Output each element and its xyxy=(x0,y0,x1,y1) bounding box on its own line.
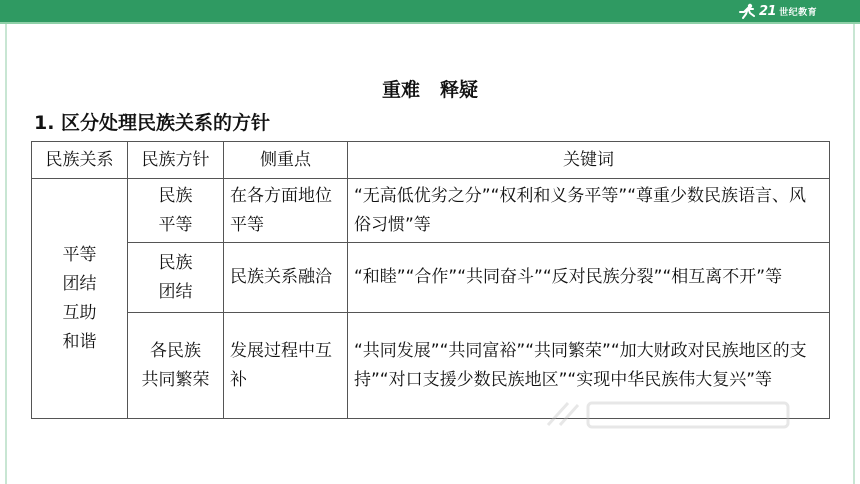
table-row xyxy=(32,243,830,313)
table-row xyxy=(32,179,830,243)
focus-cell: 发展过程中互补 xyxy=(224,313,348,419)
policy-line: 团结 xyxy=(158,281,193,302)
policy-line: 民族 xyxy=(158,185,193,206)
logo-number: 21 xyxy=(759,3,777,19)
focus-cell: 民族关系融洽 xyxy=(224,243,348,313)
policy-line: 各民族 xyxy=(150,340,201,361)
brand-logo xyxy=(738,1,817,21)
keywords-cell: “无高低优劣之分”“权利和义务平等”“尊重少数民族语言、风俗习惯”等 xyxy=(348,179,830,243)
header-accent-line xyxy=(0,22,860,24)
policy-cell xyxy=(128,179,224,243)
policy-cell xyxy=(128,243,224,313)
logo-text: 世纪教育 xyxy=(779,7,818,18)
relation-cell xyxy=(32,179,128,419)
section-heading xyxy=(0,75,860,102)
relation-word: 互助 xyxy=(62,302,97,323)
header-keywords: 关键词 xyxy=(348,142,830,179)
ethnic-policy-table xyxy=(31,141,830,419)
focus-cell: 在各方面地位平等 xyxy=(224,179,348,243)
heading-part1: 重难 xyxy=(381,79,420,101)
header-policy: 民族方针 xyxy=(128,142,224,179)
relation-word: 团结 xyxy=(62,273,97,294)
policy-cell xyxy=(128,313,224,419)
policy-line: 民族 xyxy=(158,252,193,273)
keywords-cell: “和睦”“合作”“共同奋斗”“反对民族分裂”“相互离不开”等 xyxy=(348,243,830,313)
table-header-row xyxy=(32,142,830,179)
relation-word: 和谐 xyxy=(62,331,97,352)
table-row xyxy=(32,313,830,419)
section-subheading: 1. 区分处理民族关系的方针 xyxy=(34,112,271,134)
heading-part2: 释疑 xyxy=(440,79,479,101)
keywords-cell: “共同发展”“共同富裕”“共同繁荣”“加大财政对民族地区的支持”“对口支援少数民族地区”“实现中华民族伟大复兴”等 xyxy=(348,313,830,419)
runner-icon xyxy=(738,3,756,19)
header-focus: 侧重点 xyxy=(224,142,348,179)
policy-line: 平等 xyxy=(158,214,193,235)
relation-word: 平等 xyxy=(62,244,97,265)
header-bar xyxy=(0,0,860,22)
header-relation: 民族关系 xyxy=(32,142,128,179)
policy-line: 共同繁荣 xyxy=(141,369,210,390)
